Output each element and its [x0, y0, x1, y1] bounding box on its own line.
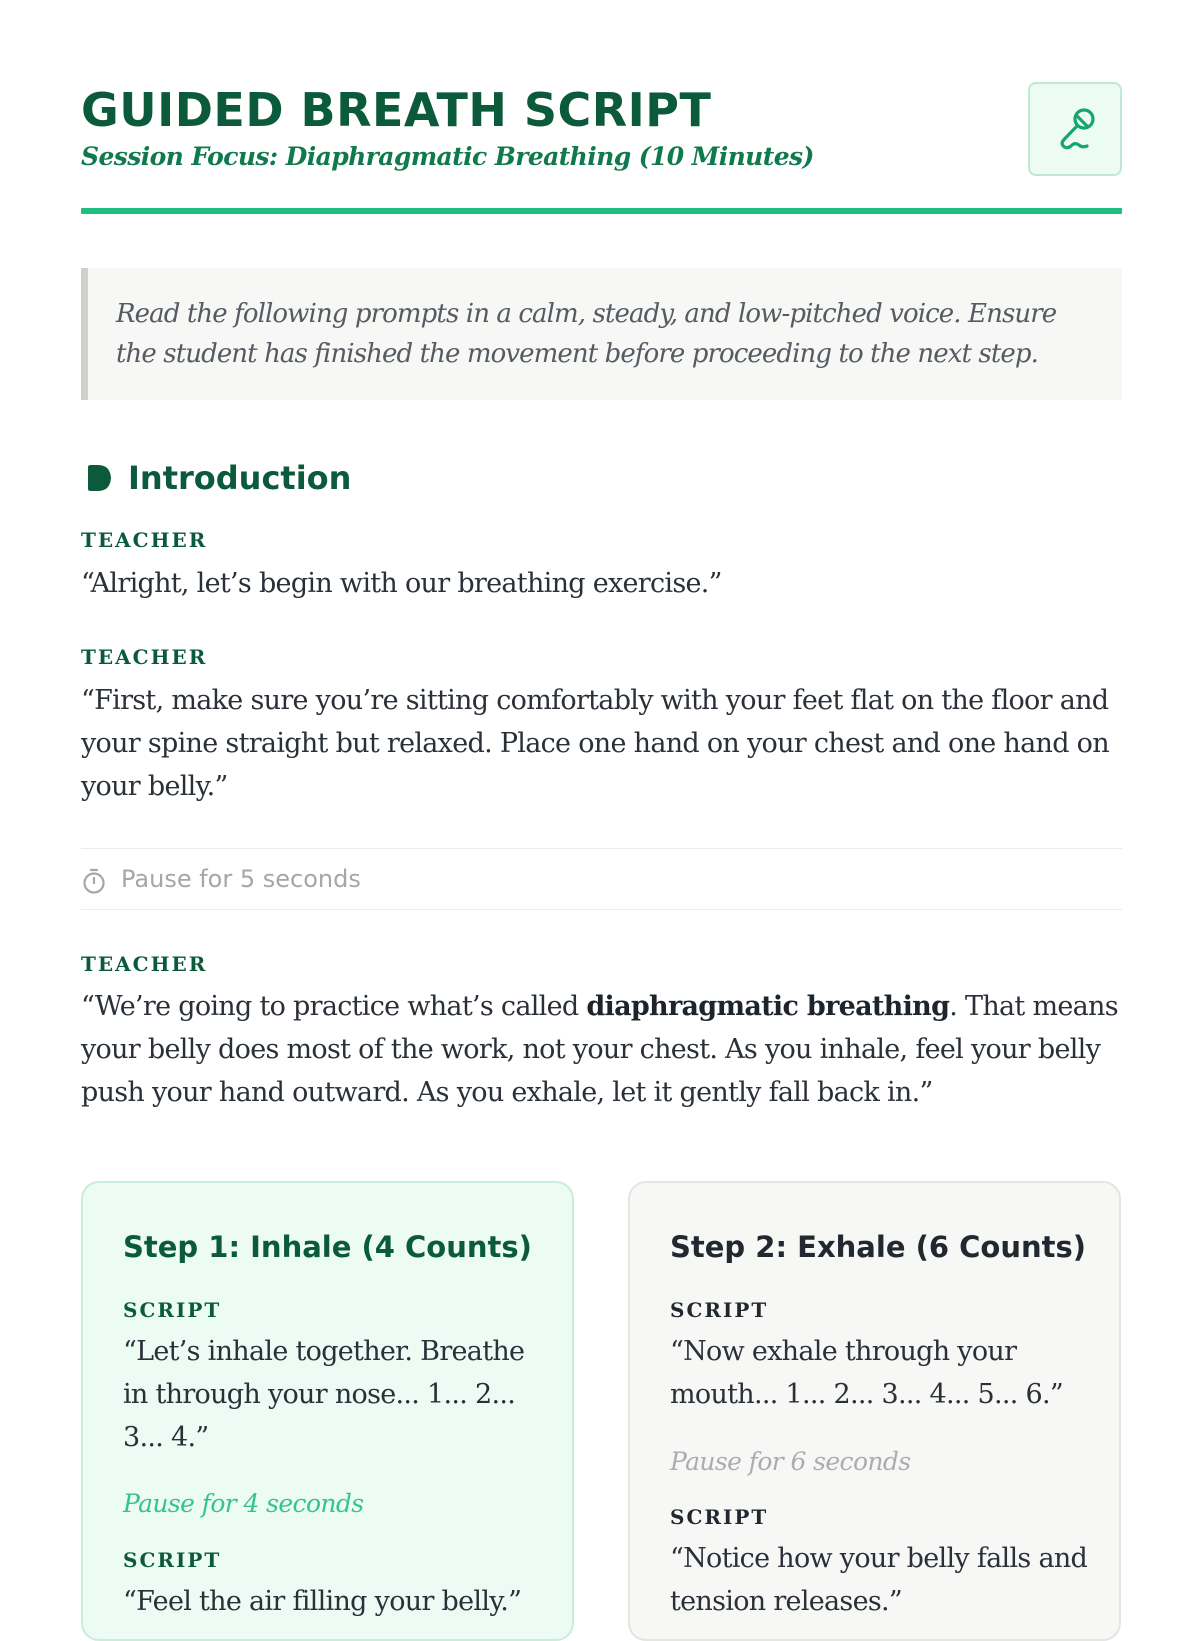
step-pause: Pause for 6 seconds	[670, 1447, 911, 1476]
step-script: “Let’s inhale together. Breathe in through your nose... 1... 2... 3... 4.”	[123, 1336, 525, 1453]
step-title: Step 1: Inhale (4 Counts)	[123, 1230, 532, 1264]
reading-instruction	[81, 268, 1122, 400]
step-card-inhale	[81, 1181, 574, 1641]
session-focus-subtitle: Session Focus: Diaphragmatic Breathing (10 Minutes)	[81, 142, 814, 171]
page-title: GUIDED BREATH SCRIPT	[81, 83, 712, 137]
microphone-button[interactable]	[1028, 82, 1122, 176]
step-card-exhale	[628, 1181, 1121, 1641]
dialogue-line	[81, 985, 1122, 1114]
speaker-label: TEACHER	[81, 952, 208, 976]
step-script: “Feel the air filling your belly.”	[123, 1586, 522, 1617]
instruction-text: Read the following prompts in a calm, steady, and low-pitched voice. Ensure the student has finished the movement before proceeding to the next step.	[116, 299, 1057, 369]
dialogue-text: . That means your belly does most of the work, not your chest. As you inhale, feel your belly push your hand outward. As you exhale, let it gently fall back in.”	[81, 991, 1118, 1108]
header-divider	[81, 208, 1122, 214]
step-title: Step 2: Exhale (6 Counts)	[670, 1230, 1086, 1264]
stopwatch-icon	[82, 867, 108, 895]
script-label: SCRIPT	[670, 1298, 769, 1322]
play-icon	[84, 463, 114, 493]
step-script: “Now exhale through your mouth... 1... 2... 3... 4... 5... 6.”	[670, 1336, 1064, 1410]
script-label: SCRIPT	[670, 1505, 769, 1529]
pause-indicator	[81, 848, 1122, 910]
dialogue-line: “First, make sure you’re sitting comfortably with your feet flat on the floor and your spine straight but relaxed. Place one hand on your chest and one hand on your belly.”	[81, 685, 1109, 802]
pause-text: Pause for 5 seconds	[121, 865, 361, 893]
speaker-label: TEACHER	[81, 645, 208, 669]
step-pause: Pause for 4 seconds	[123, 1489, 364, 1518]
page-header	[81, 82, 1122, 214]
script-label: SCRIPT	[123, 1548, 222, 1572]
emphasis-term: diaphragmatic breathing	[586, 991, 950, 1022]
speaker-label: TEACHER	[81, 528, 208, 552]
step-script: “Notice how your belly falls and tension releases.”	[670, 1543, 1088, 1617]
dialogue-line: “Alright, let’s begin with our breathing exercise.”	[81, 568, 722, 599]
section-title: Introduction	[128, 459, 352, 497]
section-heading	[81, 458, 681, 498]
dialogue-text: “We’re going to practice what’s called	[81, 991, 587, 1022]
script-label: SCRIPT	[123, 1298, 222, 1322]
microphone-icon	[1053, 105, 1101, 155]
